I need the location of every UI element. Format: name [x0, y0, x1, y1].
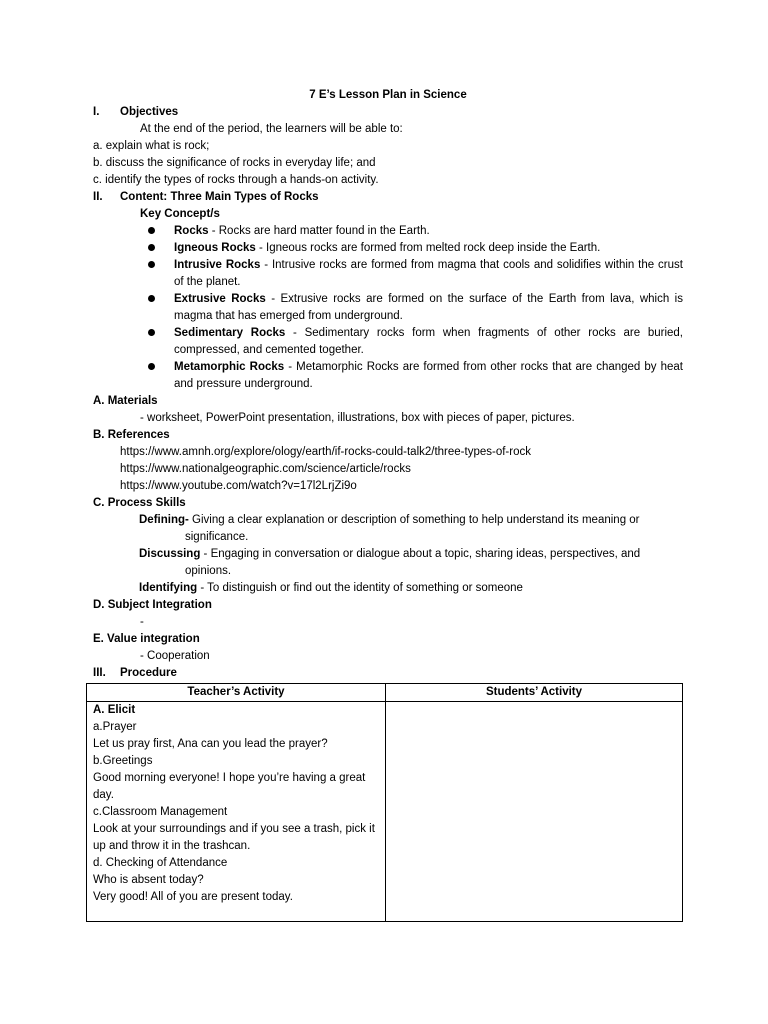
bullet-icon — [145, 325, 174, 359]
list-item — [145, 240, 683, 257]
students-activity-cell — [386, 702, 683, 922]
skill-text-cont: opinions. — [185, 565, 232, 577]
activity-line: A. Elicit — [93, 704, 136, 716]
activity-line: Good morning everyone! I hope you’re having a great day. — [93, 772, 366, 801]
concept-term: Intrusive Rocks — [174, 259, 261, 271]
concept-term: Extrusive Rocks — [174, 293, 266, 305]
concept-term: Rocks — [174, 225, 209, 237]
objective-item: c. identify the types of rocks through a hands-on activity. — [93, 174, 379, 186]
teacher-activity-cell — [87, 702, 386, 922]
reference-link[interactable]: https://www.youtube.com/watch?v=17l2LrjZi9o — [120, 480, 357, 492]
list-item — [145, 291, 683, 325]
skill-text-cont: significance. — [185, 531, 249, 543]
content-heading — [93, 189, 683, 206]
bullet-icon — [145, 291, 174, 325]
materials-heading: A. Materials — [93, 395, 158, 407]
concept-text: - Extrusive rocks are formed on the surface of the Earth from lava, which is magma that has emerged from underground. — [174, 293, 683, 322]
value-integration-text: - Cooperation — [140, 650, 210, 662]
activity-line: d. Checking of Attendance — [93, 857, 228, 869]
section-heading: Content: Three Main Types of Rocks — [120, 191, 319, 203]
procedure-heading — [93, 665, 683, 682]
skill-text: - To distinguish or find out the identity of something or someone — [197, 582, 523, 594]
bullet-icon — [145, 240, 174, 257]
subject-integration-heading: D. Subject Integration — [93, 599, 212, 611]
activity-line: Look at your surroundings and if you see a trash, pick it up and throw it in the trashcan. — [93, 823, 375, 852]
concept-text: - Sedimentary rocks form when fragments of other rocks are buried, compressed, and cemented together. — [174, 327, 683, 356]
key-concept-heading: Key Concept/s — [140, 208, 220, 220]
procedure-table — [86, 683, 683, 922]
list-item — [145, 257, 683, 291]
list-item — [145, 359, 683, 393]
skill-item — [93, 580, 683, 597]
skill-term: Defining- — [139, 514, 189, 526]
skill-text: Giving a clear explanation or description of something to help understand its meaning or — [188, 514, 640, 526]
activity-line: c.Classroom Management — [93, 806, 228, 818]
page-title: 7 E’s Lesson Plan in Science — [309, 89, 467, 101]
table-row — [87, 702, 683, 922]
activity-line: Who is absent today? — [93, 874, 204, 886]
activity-line: b.Greetings — [93, 755, 153, 767]
materials-text: - worksheet, PowerPoint presentation, illustrations, box with pieces of paper, pictures. — [140, 412, 575, 424]
concept-term: Igneous Rocks — [174, 242, 256, 254]
table-header-row — [87, 684, 683, 702]
reference-link[interactable]: https://www.amnh.org/explore/ology/earth/if-rocks-could-talk2/three-types-of-rock — [120, 446, 531, 458]
value-integration-heading: E. Value integration — [93, 633, 200, 645]
objectives-intro: At the end of the period, the learners will be able to: — [140, 123, 403, 135]
reference-link[interactable]: https://www.nationalgeographic.com/science/article/rocks — [120, 463, 411, 475]
concept-text: - Metamorphic Rocks are formed from other rocks that are changed by heat and pressure underground. — [174, 361, 684, 390]
concept-term: Sedimentary Rocks — [174, 327, 286, 339]
column-header-teacher: Teacher’s Activity — [87, 684, 386, 702]
section-numeral: III. — [93, 667, 106, 679]
section-heading: Objectives — [120, 106, 179, 118]
list-item — [145, 223, 683, 240]
bullet-icon — [145, 223, 174, 240]
lesson-plan-page — [93, 87, 683, 682]
concept-text: - Rocks are hard matter found in the Earth. — [208, 225, 430, 237]
concept-text: - Intrusive rocks are formed from magma that cools and solidifies within the crust of the planet. — [174, 259, 683, 288]
skill-item — [93, 546, 683, 580]
section-numeral: II. — [93, 191, 103, 203]
activity-line: Let us pray first, Ana can you lead the prayer? — [93, 738, 328, 750]
bullet-icon — [145, 359, 174, 393]
objective-item: b. discuss the significance of rocks in everyday life; and — [93, 157, 376, 169]
skill-term: Discussing — [139, 548, 201, 560]
activity-line: Very good! All of you are present today. — [93, 891, 293, 903]
references-heading: B. References — [93, 429, 170, 441]
objective-item: a. explain what is rock; — [93, 140, 210, 152]
section-numeral: I. — [93, 106, 100, 118]
list-item — [145, 325, 683, 359]
column-header-students: Students’ Activity — [386, 684, 683, 702]
skill-text: - Engaging in conversation or dialogue about a topic, sharing ideas, perspectives, and — [200, 548, 641, 560]
concept-term: Metamorphic Rocks — [174, 361, 285, 373]
section-heading: Procedure — [120, 667, 177, 679]
concept-text: - Igneous rocks are formed from melted rock deep inside the Earth. — [255, 242, 601, 254]
skill-item — [93, 512, 683, 546]
process-skills-heading: C. Process Skills — [93, 497, 186, 509]
key-concept-list — [93, 223, 683, 393]
bullet-icon — [145, 257, 174, 291]
subject-integration-text: - — [140, 616, 144, 628]
objectives-heading — [93, 104, 683, 121]
activity-line: a.Prayer — [93, 721, 137, 733]
skill-term: Identifying — [139, 582, 198, 594]
